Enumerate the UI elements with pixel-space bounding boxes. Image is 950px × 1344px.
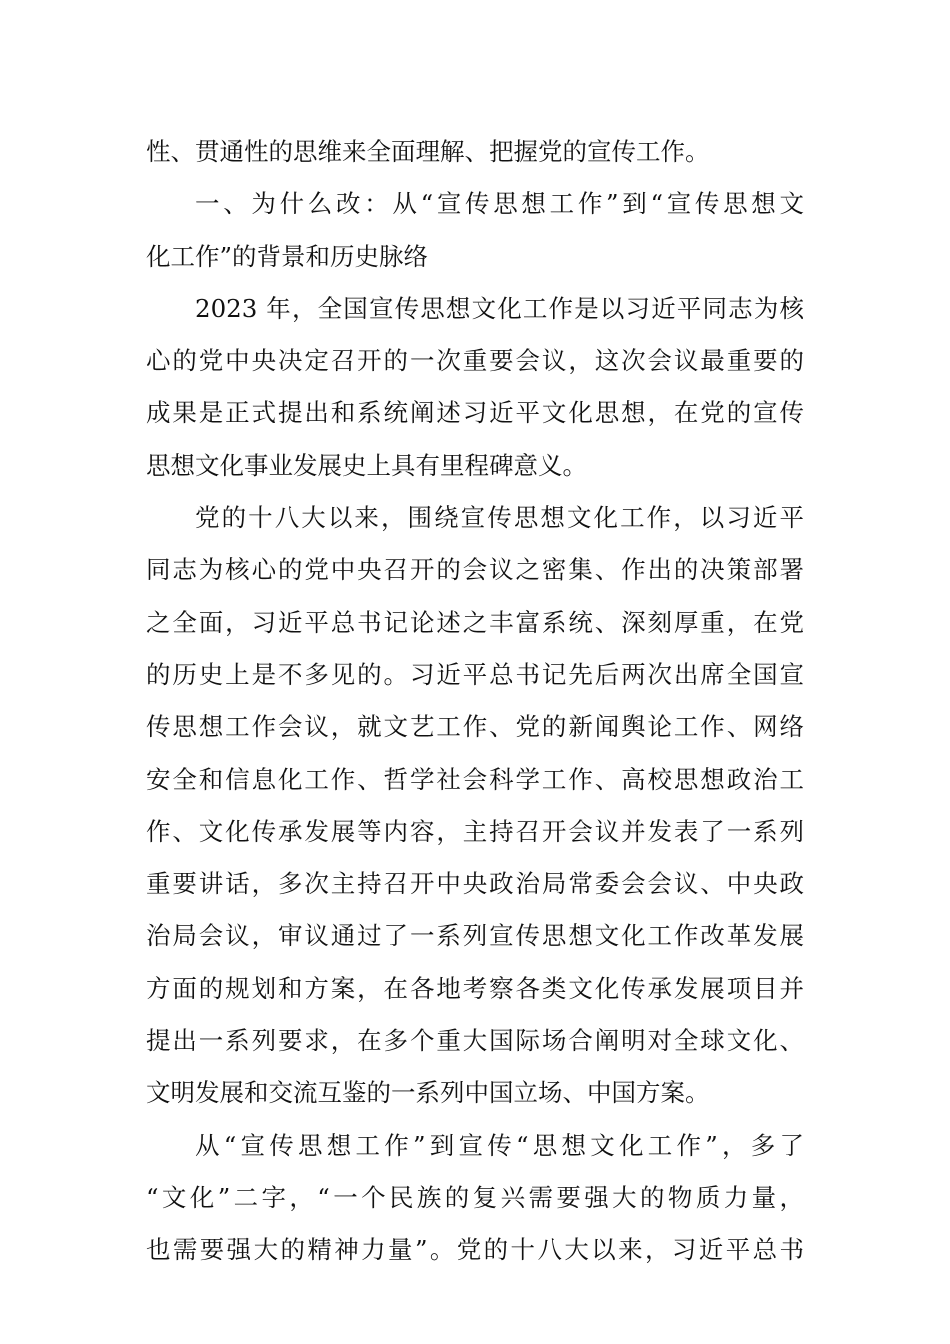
text-line: 党的十八大以来，围绕宣传思想文化工作，以习近平 (195, 503, 804, 533)
text-line: 提出一系列要求，在多个重大国际场合阐明对全球文化、 (146, 1026, 804, 1056)
text-line: 成果是正式提出和系统阐述习近平文化思想，在党的宣传 (146, 398, 804, 428)
text-line: 重要讲话，多次主持召开中央政治局常委会会议、中央政 (146, 869, 804, 899)
text-line: 方面的规划和方案，在各地考察各类文化传承发展项目并 (146, 973, 804, 1003)
text-line: 从“宣传思想工作”到宣传“思想文化工作”，多了 (195, 1130, 804, 1160)
section-heading-line: 化工作”的背景和历史脉络 (146, 241, 429, 271)
text-line: 同志为核心的党中央召开的会议之密集、作出的决策部署 (146, 555, 804, 585)
text-line: 之全面，习近平总书记论述之丰富系统、深刻厚重，在党 (146, 607, 804, 637)
text-line: 作、文化传承发展等内容，主持召开会议并发表了一系列 (146, 816, 804, 846)
text-line: 2023 年，全国宣传思想文化工作是以习近平同志为核 (195, 293, 804, 323)
text-line: 传思想工作会议，就文艺工作、党的新闻舆论工作、网络 (146, 712, 804, 742)
text-line: 也需要强大的精神力量”。党的十八大以来，习近平总书 (146, 1235, 804, 1265)
body-text (146, 126, 804, 1277)
text-line: 的历史上是不多见的。习近平总书记先后两次出席全国宣 (146, 659, 804, 689)
text-line: “文化”二字，“一个民族的复兴需要强大的物质力量， (146, 1182, 804, 1212)
text-line: 性、贯通性的思维来全面理解、把握党的宣传工作。 (146, 137, 710, 166)
text-line: 心的党中央决定召开的一次重要会议，这次会议最重要的 (146, 346, 804, 376)
text-line: 思想文化事业发展史上具有里程碑意义。 (146, 450, 587, 480)
text-line: 文明发展和交流互鉴的一系列中国立场、中国方案。 (146, 1078, 710, 1108)
text-line: 治局会议，审议通过了一系列宣传思想文化工作改革发展 (146, 921, 804, 951)
section-heading-line: 一、为什么改：从“宣传思想工作”到“宣传思想文 (195, 189, 804, 219)
text-line: 安全和信息化工作、哲学社会科学工作、高校思想政治工 (146, 764, 804, 794)
